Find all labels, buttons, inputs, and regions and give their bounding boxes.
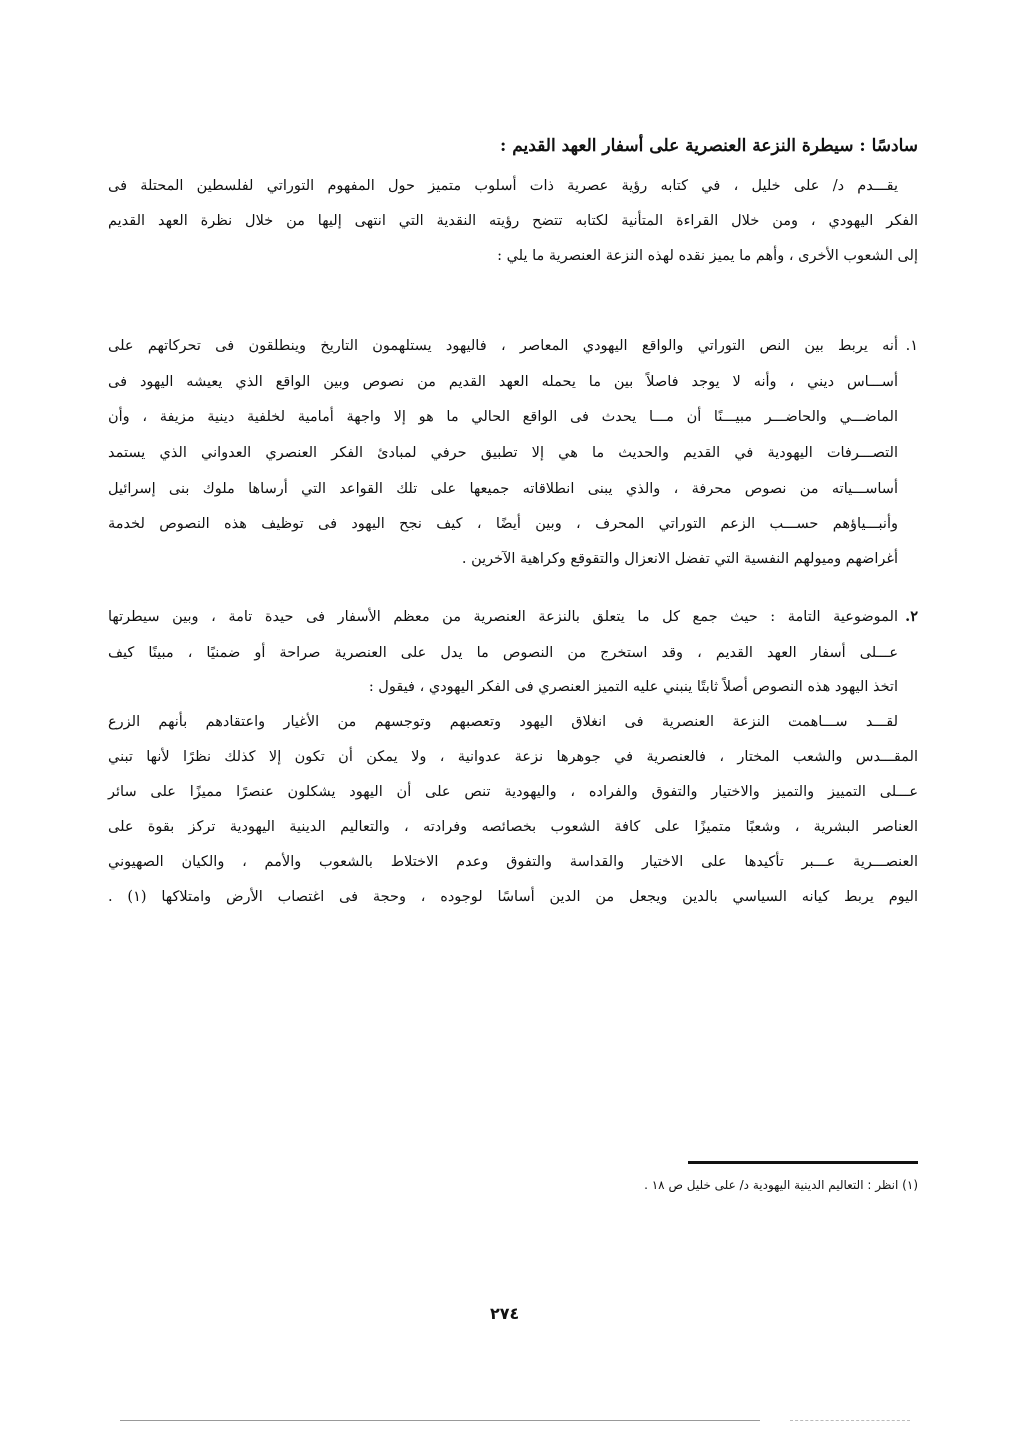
quote-line: العنصـــرية عـــبر تأكيدها على الاختيار والقداسة والتفوق وعدم الاختلاط بالشعوب والأمم ، والكيان الصهيوني bbox=[108, 854, 918, 870]
list-item-line: التصـــرفات اليهودية في القديم والحديث ما هي إلا تطبيق حرفي لمبادئ الفكر العنصري العدواني الذي يستمد bbox=[108, 445, 898, 461]
list-item-line: أساســـياته من نصوص محرفة ، والذي يبنى انطلاقاته جميعها على تلك القواعد التي أرساها ملوك بنى إسرائيل bbox=[108, 481, 898, 497]
list-item-line: أســـاس ديني ، وأنه لا يوجد فاصلاً بين ما يحمله العهد القديم من نصوص وبين الواقع الذي يعيشه اليهود فى bbox=[108, 374, 898, 390]
list-item-line: وأنبـــياؤهم حســـب الزعم التوراتي المحرف ، وبين أيضًا ، كيف نجح اليهود فى توظيف هذه النصوص لخدمة bbox=[108, 516, 898, 532]
bottom-rule-dashed bbox=[790, 1420, 910, 1421]
list-item-line: أنه يربط بين النص التوراتي والواقع اليهودي المعاصر ، فاليهود يستلهمون التاريخ وينطلقون فى تحركاتهم على bbox=[108, 338, 898, 354]
quote-line: عـــلى التمييز والتميز والاختيار والتفوق والفراده ، واليهودية تنص على أن اليهود يشكلون عنصرًا مميزًا على سائر bbox=[108, 784, 918, 800]
quote-line: لقـــد ســـاهمت النزعة العنصرية فى انغلاق اليهود وتعصبهم وتوجسهم من الأغيار واعتقادهم بأنهم الزرع bbox=[108, 714, 898, 730]
quote-line: اليوم يربط كيانه السياسي بالدين ويجعل من الدين أساسًا لوجوده ، وحجة فى اغتصاب الأرض وامتلاكها (١) . bbox=[108, 889, 918, 905]
list-item-line: الماضـــي والحاضـــر مبيـــنًا أن مـــا يحدث فى الواقع الحالي ما هو إلا واجهة أمامية لخلفية دينية مزيفة ، وأن bbox=[108, 409, 898, 425]
footnote-separator bbox=[688, 1161, 918, 1164]
list-number: ١. bbox=[905, 338, 918, 354]
list-item-line: أغراضهم وميولهم النفسية التي تفضل الانعزال والتقوقع وكراهية الآخرين . bbox=[461, 551, 898, 567]
bottom-rule bbox=[120, 1420, 760, 1421]
quote-line: العناصر البشرية ، وشعبًا متميزًا على كافة الشعوب بخصائصه وفرادته ، والتعاليم الدينية اليهودية تركز بقوة على bbox=[108, 819, 918, 835]
footnote: (١) انظر : التعاليم الدينية اليهودية د/ على خليل ص ١٨ . bbox=[644, 1178, 918, 1192]
intro-line: إلى الشعوب الأخرى ، وأهم ما يميز نقده لهذه النزعة العنصرية ما يلي : bbox=[497, 248, 918, 264]
list-item-line: اتخذ اليهود هذه النصوص أصلاً ثابتًا ينبني عليه التميز العنصري فى الفكر اليهودي ، فيقول : bbox=[368, 679, 898, 695]
list-item-line: الموضوعية التامة : حيث جمع كل ما يتعلق بالنزعة العنصرية من معظم الأسفار فى حيدة تامة ، وبين سيطرتها bbox=[108, 609, 898, 625]
list-number: ٢. bbox=[905, 608, 918, 625]
list-item-line: عـــلى أسفار العهد القديم ، وقد استخرج من النصوص ما يدل على العنصرية صراحة أو ضمنيًا ، مبينًا كيف bbox=[108, 645, 898, 661]
section-heading: سادسًا : سيطرة النزعة العنصرية على أسفار العهد القديم : bbox=[500, 136, 918, 156]
intro-line: الفكر اليهودي ، ومن خلال القراءة المتأنية لكتابه تتضح رؤيته النقدية التي انتهى إليها من خلال نظرة العهد القديم bbox=[108, 213, 918, 229]
quote-line: المقـــدس والشعب المختار ، فالعنصرية في جوهرها نزعة عدوانية ، ولا يمكن أن تكون إلا كذلك نظرًا لأنها تبني bbox=[108, 749, 918, 765]
intro-line: يقـــدم د/ على خليل ، في كتابه رؤية عصرية ذات أسلوب متميز حول المفهوم التوراتي لفلسطين المحتلة فى bbox=[108, 178, 898, 194]
page-number: ٢٧٤ bbox=[490, 1304, 520, 1323]
